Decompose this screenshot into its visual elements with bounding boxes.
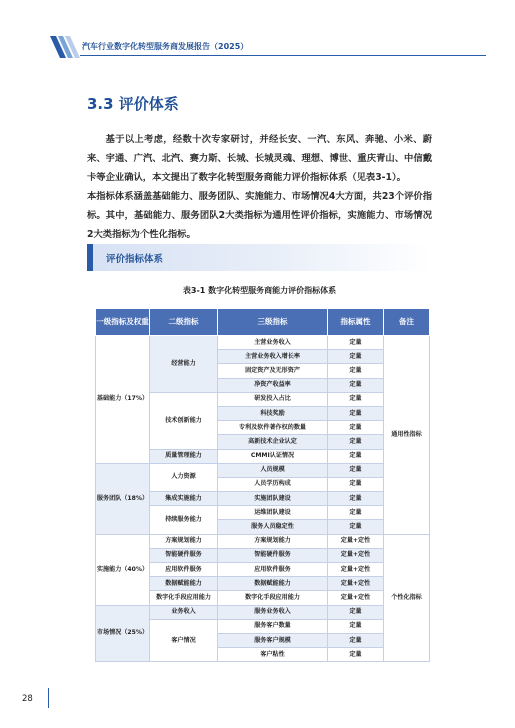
attr-cell: 定量 <box>328 492 384 506</box>
level3-cell: 主营业务收入 <box>218 336 328 350</box>
col-header-level1: 一级指标及权重 <box>96 309 150 336</box>
level3-cell: 智能硬件服务 <box>218 548 328 562</box>
level3-cell: 主营业务收入增长率 <box>218 350 328 364</box>
col-header-level3: 三级指标 <box>218 309 328 336</box>
level3-cell: CMMI认证情况 <box>218 449 328 463</box>
attr-cell: 定量 <box>328 648 384 662</box>
level3-cell: 服务客户数量 <box>218 619 328 633</box>
attr-cell: 定量 <box>328 421 384 435</box>
attr-cell: 定量 <box>328 364 384 378</box>
table-row <box>96 534 430 548</box>
level2-tech: 技术创新能力 <box>150 392 218 449</box>
table-row <box>96 336 430 350</box>
level2-customer: 客户情况 <box>150 619 218 662</box>
level2-quality: 质量管理能力 <box>150 449 218 463</box>
attr-cell: 定量+定性 <box>328 534 384 548</box>
attr-cell: 定量 <box>328 435 384 449</box>
level2-operation: 经营能力 <box>150 336 218 393</box>
level2-sw: 应用软件服务 <box>150 563 218 577</box>
paragraph-1: 基于以上考虑，经数十次专家研讨，并经长安、一汽、东风、奔驰、小米、蔚来、宇通、广汽、北汽、赛力斯、长城、长城灵魂、理想、博世、重庆青山、中信戴卡等企业确认，本文提出了数字化转型服务商能力评价指标体系（见表3-1）。 <box>87 134 432 183</box>
table-header-row <box>96 309 430 336</box>
level3-cell: 固定资产及无形资产 <box>218 364 328 378</box>
level2-digital: 数字化手段应用能力 <box>150 591 218 605</box>
paragraph-2: 本指标体系涵盖基础能力、服务团队、实施能力、市场情况4大方面，共23个评价指标。其中，基础能力、服务团队2大类指标为通用性评价指标，实施能力、市场情况2大类指标为个性化指标。 <box>87 191 432 240</box>
subheader-label: 评价指标体系 <box>106 254 164 265</box>
attr-cell: 定量 <box>328 477 384 491</box>
attr-cell: 定量 <box>328 336 384 350</box>
level3-cell: 运维团队建设 <box>218 506 328 520</box>
level3-cell: 实施团队建设 <box>218 492 328 506</box>
section-title: 3.3 评价体系 <box>87 95 179 113</box>
level1-team: 服务团队（18%） <box>96 463 150 534</box>
level3-cell: 数据赋能能力 <box>218 577 328 591</box>
level3-cell: 数字化手段应用能力 <box>218 591 328 605</box>
level2-biz: 业务收入 <box>150 605 218 619</box>
attr-cell: 定量 <box>328 605 384 619</box>
subheader-accent-bar <box>87 244 93 271</box>
body-text <box>87 130 432 244</box>
header-rule <box>80 55 486 56</box>
level3-cell: 客户粘性 <box>218 648 328 662</box>
report-header-title: 汽车行业数字化转型服务商发展报告（2025） <box>82 42 249 51</box>
attr-cell: 定量 <box>328 520 384 534</box>
table-row <box>96 605 430 619</box>
level1-impl: 实施能力（40%） <box>96 534 150 605</box>
level3-cell: 净资产收益率 <box>218 378 328 392</box>
level3-cell: 服务业务收入 <box>218 605 328 619</box>
table-caption: 表3-1 数字化转型服务商能力评价指标体系 <box>182 286 337 295</box>
note-general: 通用性指标 <box>384 336 430 535</box>
attr-cell: 定量+定性 <box>328 563 384 577</box>
level2-plan: 方案规划能力 <box>150 534 218 548</box>
level3-cell: 研发投入占比 <box>218 392 328 406</box>
header-stripes-logo <box>48 36 82 58</box>
attr-cell: 定量 <box>328 619 384 633</box>
level3-cell: 人员规模 <box>218 463 328 477</box>
attr-cell: 定量 <box>328 378 384 392</box>
level1-basic: 基础能力（17%） <box>96 336 150 464</box>
level2-hw: 智能硬件服务 <box>150 548 218 562</box>
attr-cell: 定量 <box>328 392 384 406</box>
attr-cell: 定量 <box>328 406 384 420</box>
level3-cell: 应用软件服务 <box>218 563 328 577</box>
level2-data: 数据赋能能力 <box>150 577 218 591</box>
attr-cell: 定量 <box>328 506 384 520</box>
attr-cell: 定量 <box>328 463 384 477</box>
attr-cell: 定量+定性 <box>328 577 384 591</box>
attr-cell: 定量 <box>328 350 384 364</box>
level3-cell: 方案规划能力 <box>218 534 328 548</box>
note-custom: 个性化指标 <box>384 534 430 662</box>
attr-cell: 定量 <box>328 633 384 647</box>
indicator-table <box>95 308 430 662</box>
page-number-rule <box>48 688 49 708</box>
level3-cell: 科技奖励 <box>218 406 328 420</box>
col-header-attribute: 指标属性 <box>328 309 384 336</box>
level3-cell: 服务客户规模 <box>218 633 328 647</box>
table-row <box>96 463 430 477</box>
attr-cell: 定量+定性 <box>328 548 384 562</box>
col-header-level2: 二级指标 <box>150 309 218 336</box>
level2-integration: 集成实施能力 <box>150 492 218 506</box>
level3-cell: 专利及软件著作权的数量 <box>218 421 328 435</box>
level2-hr: 人力资源 <box>150 463 218 491</box>
level3-cell: 服务人员稳定性 <box>218 520 328 534</box>
level3-cell: 人员学历构成 <box>218 477 328 491</box>
attr-cell: 定量+定性 <box>328 591 384 605</box>
col-header-note: 备注 <box>384 309 430 336</box>
page-number: 28 <box>22 694 33 704</box>
attr-cell: 定量 <box>328 449 384 463</box>
level3-cell: 高新技术企业认定 <box>218 435 328 449</box>
level2-sustain: 持续服务能力 <box>150 506 218 534</box>
level1-market: 市场情况（25%） <box>96 605 150 662</box>
